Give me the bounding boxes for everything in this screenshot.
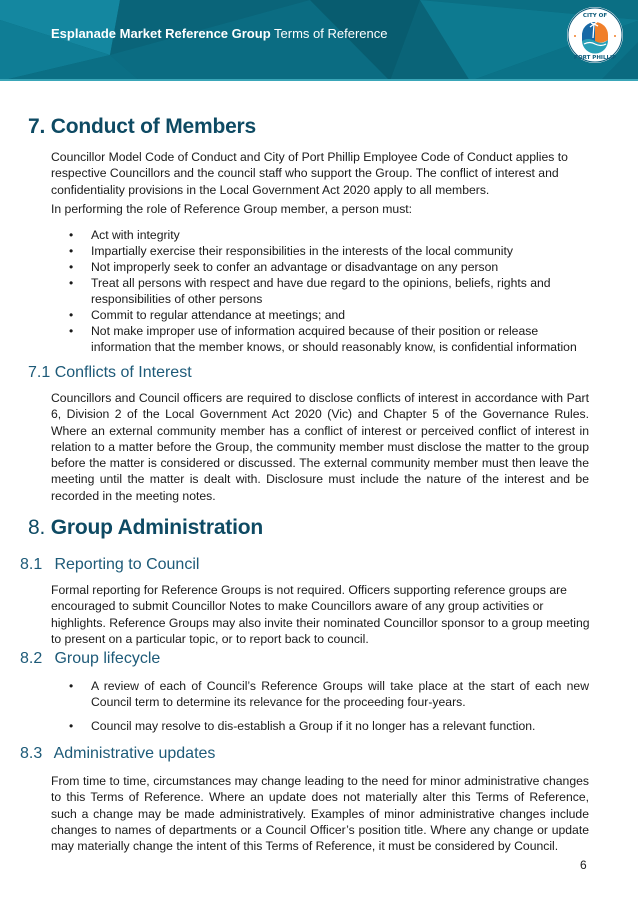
section-7-heading (28, 115, 256, 139)
section-8-1-number: 8.1 (20, 556, 43, 573)
section-8-heading (28, 516, 263, 540)
section-8-2-number: 8.2 (20, 650, 43, 667)
document-title (51, 26, 387, 41)
document-title-bold: Esplanade Market Reference Group (51, 26, 271, 41)
city-of-port-phillip-logo-icon (566, 6, 624, 64)
section-8-3-paragraph: From time to time, circumstances may change leading to the need for minor administrative changes to this Terms of Reference. Where an update does not materially alter this Terms of Reference, such a change may be made administratively. Examples of minor administrative changes include changes to names of departments or a Council Officer’s position title. Where any change or update may materially change the intent of this Terms of Reference, it must be considered by Council. (51, 774, 589, 854)
section-7-1-number: 7.1 (28, 364, 51, 381)
list-item: • Not improperly seek to confer an advantage or disadvantage on any person (51, 259, 596, 275)
section-8-1-title: Reporting to Council (54, 556, 200, 573)
section-8-3-title: Administrative updates (53, 745, 216, 762)
document-title-regular: Terms of Reference (274, 26, 388, 41)
list-item: • Act with integrity (51, 227, 596, 243)
section-8-title: Group Administration (50, 516, 263, 539)
section-7-paragraph-1: Councillor Model Code of Conduct and City of Port Phillip Employee Code of Conduct applies to respective Councillors and the council staff who support the Group. The conflict of interest and confidentiality provisions in the Local Government Act 2020 apply to all members. (51, 150, 568, 197)
list-item: • Council may resolve to dis-establish a Group if it no longer has a relevant function. (51, 718, 589, 734)
section-8-3-number: 8.3 (20, 745, 43, 762)
list-item: • Commit to regular attendance at meetings; and (51, 307, 596, 323)
section-7-title: Conduct of Members (50, 115, 257, 138)
section-8-3-heading (20, 745, 215, 763)
section-7-1-paragraph: Councillors and Council officers are required to disclose conflicts of interest in accordance with Part 6, Division 2 of the Local Government Act 2020 (Vic) and Chapter 5 of the Governance Rules. Where an external community member has a conflict of interest or perceived conflict of interest in relation to a matter before the Group, the community member must disclose the matter to the group before the matter is considered or discussed. The external community member must then leave the meeting until the matter is dealt with. Disclosure must include the nature of the interest and be recorded in the meeting notes. (51, 391, 589, 503)
page-header (0, 0, 638, 81)
section-7-1-heading (28, 364, 192, 382)
section-8-number: 8. (28, 516, 46, 539)
section-7-paragraph-2: In performing the role of Reference Group member, a person must: (51, 202, 413, 216)
section-7-1-title: Conflicts of Interest (54, 364, 192, 381)
section-8-2-title: Group lifecycle (54, 650, 161, 667)
section-8-2-bullet-list (51, 678, 589, 734)
svg-text:PORT PHILLIP: PORT PHILLIP (573, 55, 617, 61)
section-7-bullet-list (51, 227, 596, 355)
list-item: • Not make improper use of information acquired because of their position or release information that the member knows, or should reasonably know, is confidential information (51, 323, 596, 355)
section-8-1-heading (20, 556, 199, 574)
section-8-2-heading (20, 650, 160, 668)
page-number: 6 (580, 858, 587, 872)
list-item: • Treat all persons with respect and have due regard to the opinions, beliefs, rights and responsibilities of other persons (51, 275, 596, 307)
list-item: • A review of each of Council’s Reference Groups will take place at the start of each new Council term to determine its relevance for the proceeding four-years. (51, 678, 589, 710)
list-item: • Impartially exercise their responsibilities in the interests of the local community (51, 243, 596, 259)
section-7-number: 7. (28, 115, 46, 138)
svg-text:CITY OF: CITY OF (582, 13, 608, 19)
section-8-1-paragraph: Formal reporting for Reference Groups is not required. Officers supporting reference groups are encouraged to submit Councillor Notes to make Councillors aware of any group activities or highlights. Reference Groups may also invite their nominated Councillor sponsor to a group meeting to present on a particular topic, or to report back to council. (51, 583, 590, 646)
